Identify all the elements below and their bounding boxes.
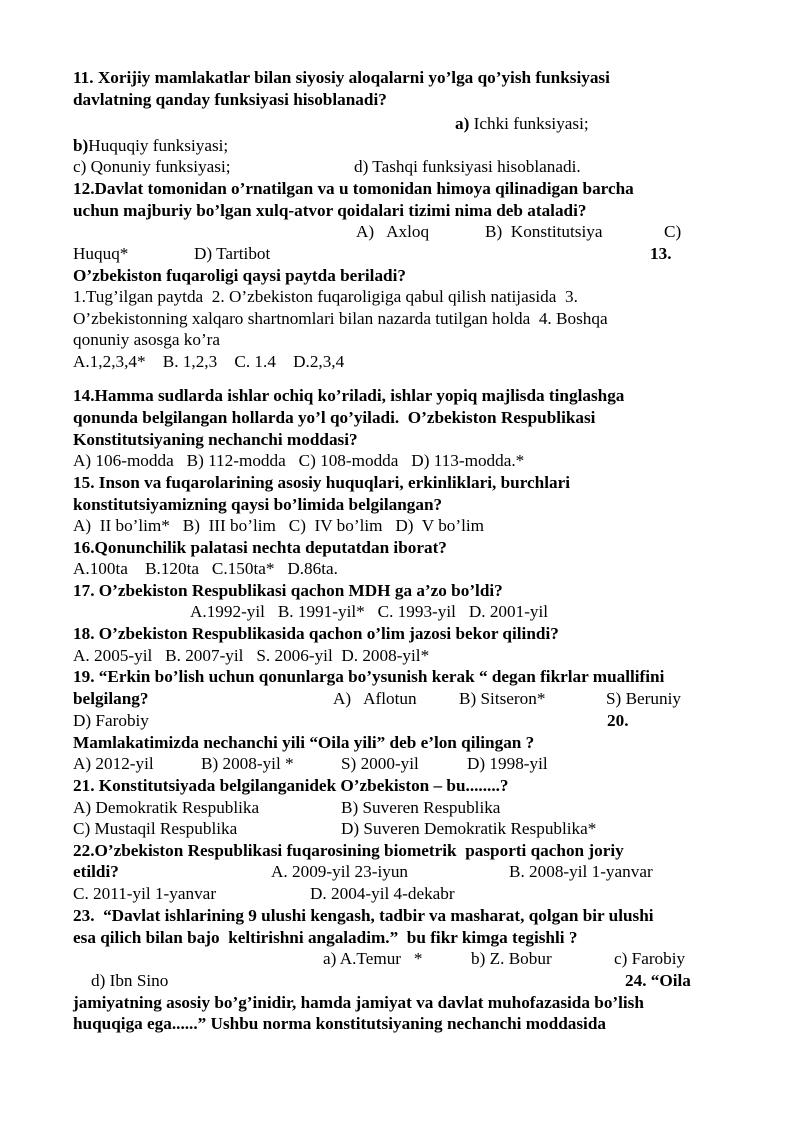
q11-option-c: c) Qonuniy funksiyasi; — [73, 157, 231, 176]
q18-text: 18. O’zbekiston Respublikasida qachon o’lim jazosi bekor qilindi? — [73, 624, 559, 643]
q13-items-line3: qonuniy asosga ko’ra — [73, 330, 221, 349]
q11-option-a-text: Ichki funksiyasi; — [469, 114, 589, 133]
q15-options: A) II bo’lim* B) III bo’lim C) IV bo’lim D) V bo’lim — [73, 516, 485, 535]
q16-text: 16.Qonunchilik palatasi nechta deputatdan iborat? — [73, 538, 447, 557]
q12-text-line1: 12.Davlat tomonidan o’rnatilgan va u tomonidan himoya qilinadigan barcha — [73, 179, 634, 198]
q18-options: A. 2005-yil B. 2007-yil S. 2006-yil D. 2008-yil* — [73, 646, 430, 665]
q22-option-d: D. 2004-yil 4-dekabr — [310, 884, 455, 903]
q11-option-a — [455, 113, 589, 135]
q21-option-c: C) Mustaqil Respublika — [73, 819, 238, 838]
q20-option-a: A) 2012-yil — [73, 754, 154, 773]
q13-number: 13. — [650, 244, 672, 263]
q15-text-line1: 15. Inson va fuqarolarining asosiy huquqlari, erkinliklari, burchlari — [73, 473, 570, 492]
q14-text-line1: 14.Hamma sudlarda ishlar ochiq ko’riladi, ishlar yopiq majlisda tinglashga — [73, 386, 625, 405]
q13-options: A.1,2,3,4* B. 1,2,3 C. 1.4 D.2,3,4 — [73, 352, 345, 371]
q11-option-b — [73, 135, 228, 157]
q11-option-b-letter: b) — [73, 136, 89, 155]
q17-text: 17. O’zbekiston Respublikasi qachon MDH ga a’zo bo’ldi? — [73, 581, 503, 600]
q17-options: A.1992-yil B. 1991-yil* C. 1993-yil D. 2001-yil — [190, 602, 549, 621]
q24-text-start: 24. “Oila — [625, 971, 691, 990]
q24-text-line3: huquqiga ega......” Ushbu norma konstitutsiyaning nechanchi moddasida — [73, 1014, 606, 1033]
q13-text: O’zbekiston fuqaroligi qaysi paytda beriladi? — [73, 266, 406, 285]
q12-text-line2: uchun majburiy bo’lgan xulq-atvor qoidalari tizimi nima deb ataladi? — [73, 201, 587, 220]
q20-text: Mamlakatimizda nechanchi yili “Oila yili” deb e’lon qilingan ? — [73, 733, 535, 752]
q23-option-b: b) Z. Bobur — [471, 949, 552, 968]
q22-option-a: A. 2009-yil 23-iyun — [271, 862, 409, 881]
q11-text-line1: 11. Xorijiy mamlakatlar bilan siyosiy aloqalarni yo’lga qo’yish funksiyasi — [73, 68, 610, 87]
q23-option-c: c) Farobiy — [614, 949, 686, 968]
q15-text-line2: konstitutsiyamizning qaysi bo’limida belgilangan? — [73, 495, 443, 514]
q19-text-line1: 19. “Erkin bo’lish uchun qonunlarga bo’ysunish kerak “ degan fikrlar muallifini — [73, 667, 665, 686]
q20-number: 20. — [607, 711, 629, 730]
q11-option-a-letter: a) — [455, 114, 470, 133]
q19-text-line2: belgilang? — [73, 689, 149, 708]
q20-option-b: B) 2008-yil * — [201, 754, 294, 773]
q12-option-a: A) Axloq — [356, 222, 430, 241]
q21-option-b: B) Suveren Respublika — [341, 798, 501, 817]
q12-option-b: B) Konstitutsiya — [485, 222, 603, 241]
q14-text-line3: Konstitutsiyaning nechanchi moddasi? — [73, 430, 358, 449]
q20-option-d: D) 1998-yil — [467, 754, 548, 773]
q11-text-line2: davlatning qanday funksiyasi hisoblanadi? — [73, 90, 387, 109]
q23-option-d: d) Ibn Sino — [91, 971, 169, 990]
q13-items-line1: 1.Tug’ilgan paytda 2. O’zbekiston fuqaroligiga qabul qilish natijasida 3. — [73, 287, 578, 306]
q21-option-a: A) Demokratik Respublika — [73, 798, 260, 817]
q12-option-d: D) Tartibot — [194, 244, 271, 263]
q11-option-d: d) Tashqi funksiyasi hisoblanadi. — [354, 157, 581, 176]
q23-text-line1: 23. “Davlat ishlarining 9 ulushi kengash, tadbir va masharat, qolgan bir ulushi — [73, 906, 654, 925]
q23-text-line2: esa qilich bilan bajo keltirishni angaladim.” bu fikr kimga tegishli ? — [73, 928, 578, 947]
q19-option-a: A) Aflotun — [333, 689, 417, 708]
q22-text-line2: etildi? — [73, 862, 119, 881]
q14-text-line2: qonunda belgilangan hollarda yo’l qo’yiladi. O’zbekiston Respublikasi — [73, 408, 596, 427]
q19-option-s: S) Beruniy — [606, 689, 681, 708]
q16-options: A.100ta B.120ta C.150ta* D.86ta. — [73, 559, 338, 578]
q12-option-c: C) — [664, 222, 682, 241]
q12-option-c-cont: Huquq* — [73, 244, 129, 263]
q11-option-b-text: Huquqiy funksiyasi; — [88, 136, 229, 155]
q20-option-s: S) 2000-yil — [341, 754, 419, 773]
q24-text-line2: jamiyatning asosiy bo’g’inidir, hamda jamiyat va davlat muhofazasida bo’lish — [73, 993, 644, 1012]
q13-items-line2: O’zbekistonning xalqaro shartnomlari bilan nazarda tutilgan holda 4. Boshqa — [73, 309, 608, 328]
q22-option-b: B. 2008-yil 1-yanvar — [509, 862, 653, 881]
q21-text: 21. Konstitutsiyada belgilanganidek O’zbekiston – bu........? — [73, 776, 509, 795]
q23-option-a: a) A.Temur * — [323, 949, 423, 968]
q22-option-c: C. 2011-yil 1-yanvar — [73, 884, 217, 903]
q19-option-d: D) Farobiy — [73, 711, 149, 730]
q21-option-d: D) Suveren Demokratik Respublika* — [341, 819, 597, 838]
q22-text-line1: 22.O’zbekiston Respublikasi fuqarosining biometrik pasporti qachon joriy — [73, 841, 624, 860]
q14-options: A) 106-modda B) 112-modda C) 108-modda D) 113-modda.* — [73, 451, 525, 470]
q19-option-b: B) Sitseron* — [459, 689, 546, 708]
